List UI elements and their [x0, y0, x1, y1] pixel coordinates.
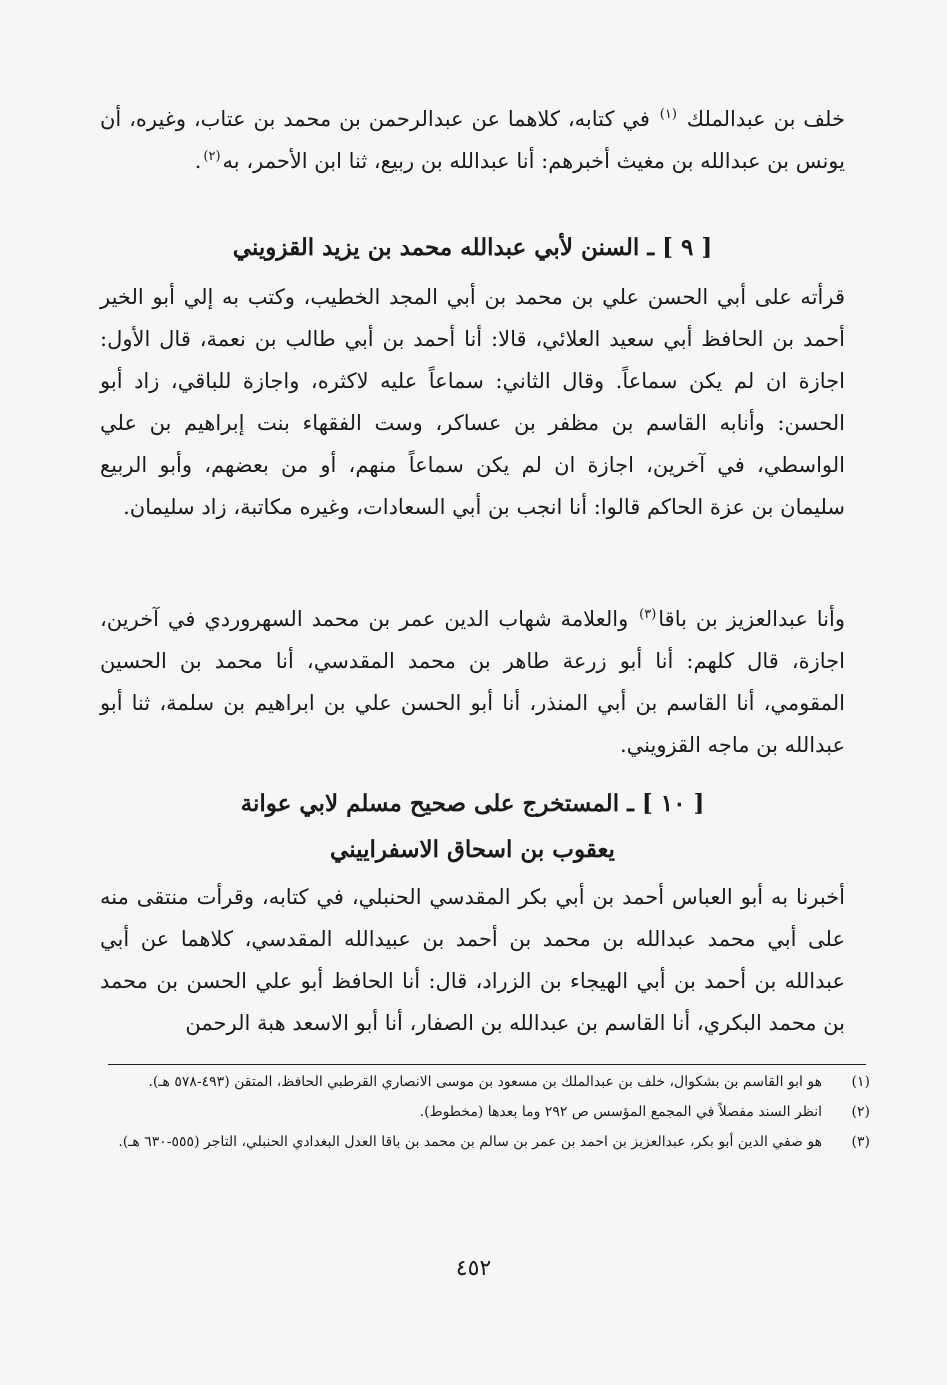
- footnote-number: (١): [851, 1074, 870, 1090]
- footnote-text: انظر السند مفصلاً في المجمع المؤسس ص ٢٩٢ وما بعدها (مخطوط).: [419, 1104, 822, 1120]
- section-heading-10-line-2: يعقوب بن اسحاق الاسفراييني: [330, 836, 615, 863]
- paragraph-4: أخبرنا به أبو العباس أحمد بن أبي بكر المقدسي الحنبلي، في كتابه، وقرأت منتقى منه على أبي محمد عبدالله بن محمد بن أحمد بن عبيدالله المقدسي، كلاهما عن أبي عبدالله بن أحمد بن أبي الهيجاء بن الزراد، قال: أنا الحافظ أبو علي الحسن بن محمد بن محمد البكري، أنا القاسم بن عبدالله بن الصفار، أنا أبو الاسعد هبة الرحمن: [100, 885, 845, 1035]
- footnote-item: [108, 1100, 870, 1124]
- footnote-divider: [108, 1064, 866, 1065]
- section-heading-9: [ ٩ ] ـ السنن لأبي عبدالله محمد بن يزيد القزويني: [232, 234, 713, 261]
- footnote-ref-1: (١): [659, 107, 677, 122]
- footnotes: [108, 1070, 870, 1160]
- paragraph-3-text-main: والعلامة شهاب الدين عمر بن محمد السهروردي في آخرين، اجازة، قال كلهم: أنا أبو زرعة طاهر بن محمد المقدسي، أنا محمد بن الحسين المقومي، أنا القاسم بن أبي المنذر، أنا أبو الحسن علي بن ابراهيم بن سلمة، ثنا أبو عبدالله بن ماجه القزويني.: [100, 607, 845, 757]
- section-heading-10-line-1: [ ١٠ ] ـ المستخرج على صحيح مسلم لابي عوانة: [240, 790, 705, 817]
- paragraph-1-text-main: في كتابه، كلاهما عن عبدالرحمن بن محمد بن عتاب، وغيره، أن يونس بن عبدالله بن مغيث أخبرهم: أنا عبدالله بن ربيع، ثنا ابن الأحمر، به: [100, 107, 845, 173]
- paragraph-1-text-start: خلف بن عبدالملك: [686, 107, 845, 131]
- footnote-text: هو صفي الدين أبو بكر، عبدالعزيز بن احمد بن عمر بن سالم بن محمد بن باقا العدل البغدادي الحنبلي، التاجر (٥٥٥-٦٣٠ هـ).: [118, 1134, 822, 1150]
- paragraph-1-text-end: .: [194, 149, 202, 173]
- paragraph-3-text-start: وأنا عبدالعزيز بن باقا: [658, 607, 845, 631]
- footnote-number: (٣): [851, 1134, 870, 1150]
- footnote-ref-3: (٣): [639, 607, 657, 622]
- footnote-item: [108, 1070, 870, 1094]
- paragraph-1: [100, 98, 845, 182]
- paragraph-2: قرأته على أبي الحسن علي بن محمد بن أبي المجد الخطيب، وكتب به إلي أبو الخير أحمد بن الحافظ أبي سعيد العلائي، قالا: أنا أحمد بن أبي طالب بن نعمة، قال الأول: اجازة ان لم يكن سماعاً. وقال الثاني: سماعاً عليه لاكثره، واجازة للباقي، زاد أبو الحسن: وأنابه القاسم بن مظفر بن عساكر، وست الفقهاء بنت إبراهيم بن علي الواسطي، في آخرين، اجازة ان لم يكن سماعاً منهم، أو من بعضهم، وأبو الربيع سليمان بن عزة الحاكم قالوا: أنا انجب بن أبي السعادات، وغيره مكاتبة، زاد سليمان.: [100, 285, 845, 519]
- footnote-text: هو ابو القاسم بن بشكوال، خلف بن عبدالملك بن مسعود بن موسى الانصاري القرطبي الحافظ، المتقن (٤٩٣-٥٧٨ هـ).: [148, 1074, 822, 1090]
- footnote-number: (٢): [851, 1104, 870, 1120]
- page-number: ٤٥٢: [455, 1256, 492, 1281]
- footnote-ref-2: (٢): [203, 149, 221, 164]
- footnote-item: [108, 1130, 870, 1154]
- paragraph-3: [100, 598, 845, 766]
